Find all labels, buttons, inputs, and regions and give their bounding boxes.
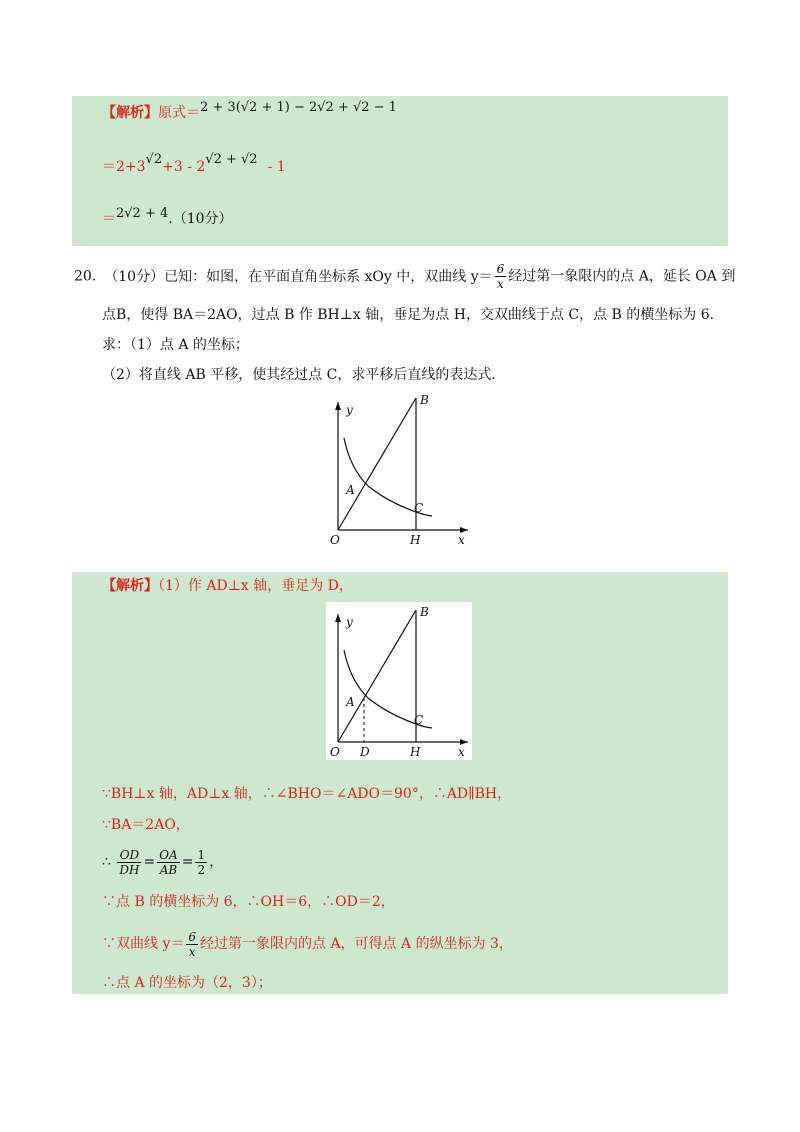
analysis-tag: 【解析】 [102, 105, 158, 121]
label-h: H [410, 745, 421, 759]
s6-text-a: ∵双曲线 y＝ [102, 936, 185, 952]
ratio2-num: OA [159, 847, 178, 862]
label-a: A [346, 483, 355, 497]
analysis19-line3 [102, 206, 233, 229]
label-x: x [458, 533, 465, 547]
ratio3-den: 2 [197, 862, 206, 877]
analysis20-tag: 【解析】 [102, 578, 158, 594]
label-b: B [420, 605, 429, 619]
ratio1-den: DH [119, 862, 140, 877]
s6-text-b: 经过第一象限内的点 A，可得点 A 的纵坐标为 3， [200, 936, 513, 952]
ratio-od-dh [117, 848, 141, 877]
therefore-symbol: ∴ [102, 854, 111, 870]
line2-part-e: - 1 [267, 159, 286, 175]
figure-2 [326, 602, 472, 760]
eq1: = [143, 854, 156, 870]
analysis20-s6 [102, 926, 513, 962]
analysis20-s5: ∵点 B 的横坐标为 6，∴OH＝6，∴OD＝2， [102, 894, 395, 910]
original-expression: 2 + 3(√2 + 1) − 2√2 + √2 − 1 [200, 100, 397, 115]
label-b: B [420, 393, 429, 407]
problem20-line1 [74, 262, 735, 291]
problem20-text-a: （10分）已知：如图，在平面直角坐标系 xOy 中，双曲线 y＝ [104, 268, 493, 285]
label-c: C [414, 713, 424, 727]
label-y: y [346, 403, 353, 417]
original-expression-label: 原式＝ [158, 105, 200, 121]
analysis20-s3: ∵BA＝2AO， [102, 817, 190, 833]
line3-score: .（10分） [168, 211, 233, 227]
y-axis-arrow [335, 614, 341, 622]
line2-sqrt2: √2 [145, 152, 163, 167]
label-d: D [360, 745, 370, 759]
frac-denominator: x [497, 277, 504, 291]
s6-frac-den: x [188, 944, 196, 959]
line2-part-a: ＝2+3 [102, 159, 146, 175]
ratio-oa-ab [157, 848, 180, 877]
eq2: = [181, 854, 194, 870]
label-o: O [330, 745, 340, 759]
s6-fraction [186, 930, 198, 959]
ratio1-num: OD [117, 848, 141, 863]
problem-number: 20. [74, 268, 97, 285]
y-axis-arrow [335, 402, 341, 410]
problem20-text-b: 经过第一象限内的点 A，延长 OA 到 [508, 268, 736, 285]
label-x: x [458, 745, 465, 759]
ratio-one-half [195, 848, 207, 877]
problem20-line3: 求：（1）点 A 的坐标； [102, 337, 249, 353]
line-ob [338, 610, 416, 742]
ratio-tail: ， [209, 854, 224, 870]
line2-part-c: +3 - 2 [162, 159, 206, 175]
line2-sqrt-sum: √2 + √2 [205, 152, 258, 167]
problem20-line2: 点B，使得 BA＝2AO，过点 B 作 BH⊥x 轴，垂足为点 H，交双曲线于点 C，点 B 的横坐标为 6. [102, 307, 715, 323]
analysis20-s2: ∵BH⊥x 轴，AD⊥x 轴，∴∠BHO＝∠ADO＝90°，∴AD∥BH， [102, 786, 512, 802]
label-c: C [414, 501, 424, 515]
frac-numerator: 6 [496, 262, 505, 276]
hyperbola-fraction [495, 262, 507, 291]
figure-1 [328, 390, 472, 548]
label-a: A [346, 695, 355, 709]
analysis20-ratio [102, 844, 223, 880]
label-y: y [346, 615, 353, 629]
label-h: H [410, 533, 421, 547]
label-o: O [330, 533, 340, 547]
line3-expression: 2√2 + 4 [116, 206, 169, 221]
line3-eq: ＝ [102, 211, 116, 227]
analysis20-s7: ∴点 A 的坐标为（2，3）； [102, 975, 272, 991]
s6-frac-num: 6 [188, 929, 196, 944]
analysis20-step1 [102, 577, 353, 595]
line-ob [338, 398, 416, 530]
ratio2-den: AB [159, 862, 178, 877]
analysis19-line1 [102, 100, 397, 123]
ratio3-num: 1 [197, 847, 206, 862]
analysis19-line2 [102, 152, 286, 177]
problem20-line4: （2）将直线 AB 平移，使其经过点 C，求平移后直线的表达式. [102, 367, 496, 383]
analysis20-step1-text: （1）作 AD⊥x 轴，垂足为 D， [158, 578, 353, 594]
